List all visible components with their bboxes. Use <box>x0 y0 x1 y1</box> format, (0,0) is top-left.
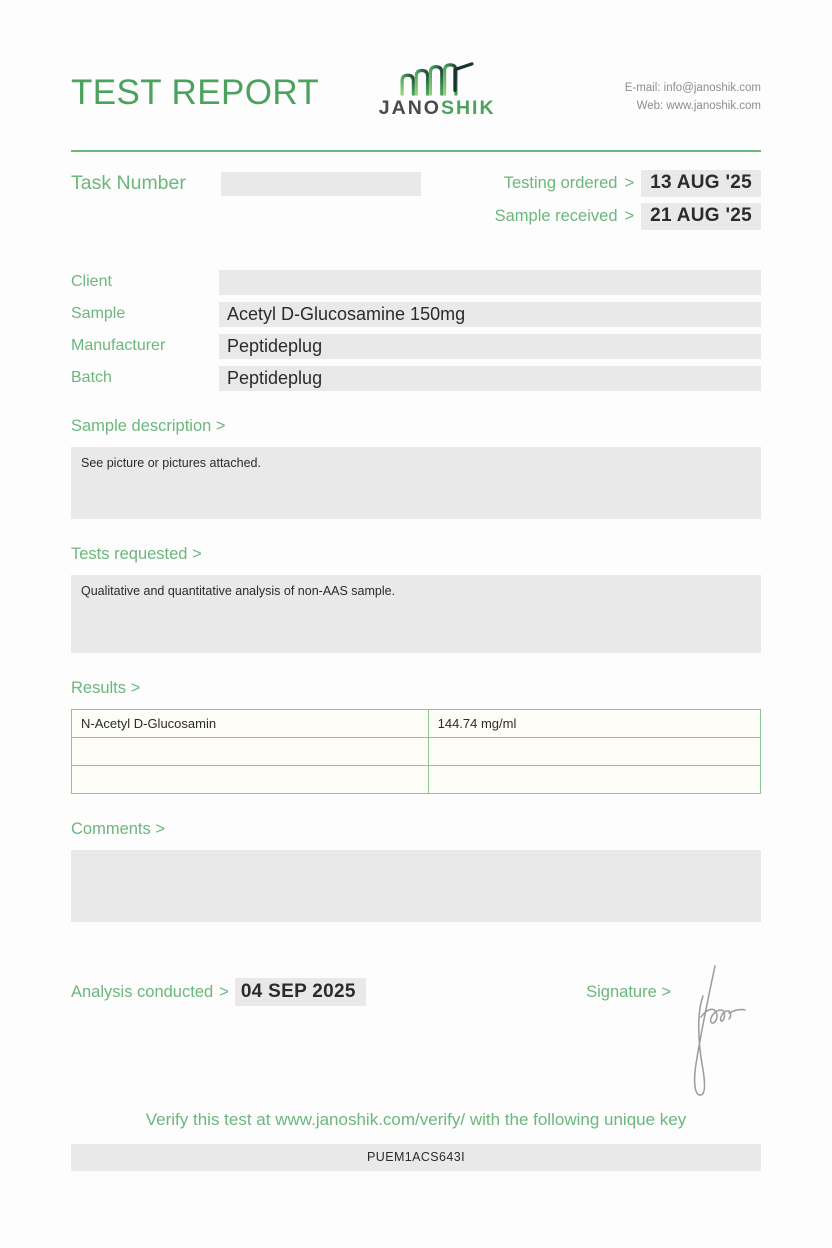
tests-requested-title: Tests requested > <box>71 544 202 563</box>
task-number-row <box>71 170 761 232</box>
janoshik-logo <box>377 62 497 119</box>
signature-row <box>71 978 761 1098</box>
table-row <box>72 709 761 737</box>
manufacturer-row <box>71 334 761 359</box>
sample-row <box>71 302 761 327</box>
manufacturer-value[interactable]: Peptideplug <box>219 334 761 359</box>
analysis-conducted-date: 04 SEP 2025 <box>235 978 366 1006</box>
unique-key-field[interactable]: PUEM1ACS643I <box>71 1144 761 1171</box>
date-group <box>495 170 761 236</box>
table-row <box>72 765 761 793</box>
page-title: TEST REPORT <box>71 73 320 112</box>
comments-section <box>71 820 761 922</box>
result-value[interactable] <box>428 765 760 793</box>
verify-text: Verify this test at www.janoshik.com/verify/ with the following unique key <box>145 1109 687 1129</box>
bar-chart-ascending-icon <box>394 62 480 96</box>
results-section <box>71 679 761 794</box>
results-table <box>71 709 761 794</box>
task-number-field[interactable] <box>221 172 421 196</box>
batch-label: Batch <box>71 369 112 386</box>
batch-value[interactable]: Peptideplug <box>219 366 761 391</box>
client-label: Client <box>71 273 112 290</box>
client-row <box>71 270 761 295</box>
sample-description-title: Sample description > <box>71 416 226 435</box>
logo-wordmark <box>377 99 497 119</box>
sample-description-section <box>71 417 761 519</box>
table-row <box>72 737 761 765</box>
report-header <box>71 0 761 144</box>
testing-ordered-label: Testing ordered <box>503 173 618 192</box>
testing-ordered-row <box>495 170 761 197</box>
logo-word-dark: JANO <box>378 97 441 119</box>
analysis-conducted-label: Analysis conducted <box>71 982 214 1001</box>
result-name[interactable]: N-Acetyl D-Glucosamin <box>72 709 429 737</box>
contact-web: Web: www.janoshik.com <box>636 99 761 112</box>
sample-description-box[interactable]: See picture or pictures attached. <box>71 447 761 519</box>
handwritten-signature <box>685 960 749 1100</box>
contact-email: E-mail: info@janoshik.com <box>624 82 761 94</box>
client-value[interactable] <box>219 270 761 295</box>
sample-info-block <box>71 270 761 391</box>
batch-row <box>71 366 761 391</box>
analysis-conducted-group <box>71 978 366 1006</box>
sample-received-row <box>495 203 761 230</box>
sample-received-value: 21 AUG '25 <box>641 203 761 230</box>
contact-info <box>625 80 761 116</box>
task-number-label: Task Number <box>71 171 186 194</box>
header-divider <box>71 150 761 152</box>
analysis-caret-icon: > <box>219 982 229 1001</box>
result-name[interactable] <box>72 737 429 765</box>
sample-value[interactable]: Acetyl D-Glucosamine 150mg <box>219 302 761 327</box>
comments-title: Comments > <box>71 819 165 838</box>
signature-label: Signature > <box>586 982 671 1001</box>
sample-received-caret-icon: > <box>624 206 635 225</box>
result-value[interactable]: 144.74 mg/ml <box>428 709 760 737</box>
logo-word-green: SHIK <box>440 97 496 119</box>
results-title: Results > <box>71 678 141 697</box>
comments-box[interactable] <box>71 850 761 922</box>
manufacturer-label: Manufacturer <box>71 337 166 354</box>
signature-group <box>586 978 749 1100</box>
tests-requested-box[interactable]: Qualitative and quantitative analysis of non-AAS sample. <box>71 575 761 653</box>
result-value[interactable] <box>428 737 760 765</box>
sample-received-label: Sample received <box>494 206 618 225</box>
tests-requested-section <box>71 545 761 653</box>
sample-label: Sample <box>71 305 126 322</box>
testing-ordered-caret-icon: > <box>624 173 635 192</box>
testing-ordered-value: 13 AUG '25 <box>641 170 761 197</box>
result-name[interactable] <box>72 765 429 793</box>
